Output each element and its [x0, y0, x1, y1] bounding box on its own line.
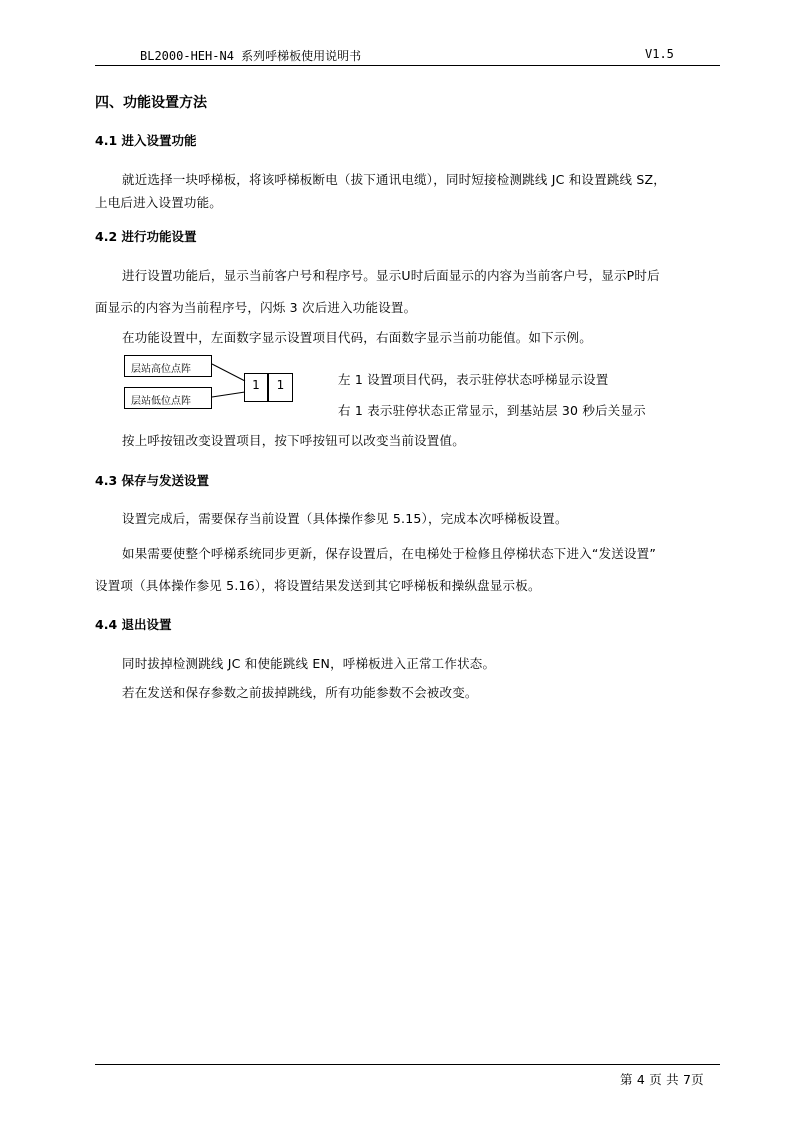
paragraph-4-4-p2: 若在发送和保存参数之前拔掉跳线，所有功能参数不会被改变。	[122, 685, 478, 700]
diagram-connector-lines	[0, 0, 793, 420]
paragraph-4-3-p2-line2: 设置项（具体操作参见 5.16），将设置结果发送到其它呼梯板和操纵盘显示板。	[95, 578, 541, 593]
subsection-4-4-title: 4.4 退出设置	[95, 617, 172, 632]
page-number: 第 4 页 共 7页	[620, 1072, 704, 1087]
subsection-4-3-title: 4.3 保存与发送设置	[95, 473, 209, 488]
document-header-title: BL2000-HEH-N4 系列呼梯板使用说明书	[140, 49, 362, 63]
paragraph-4-3-p1: 设置完成后，需要保存当前设置（具体操作参见 5.15），完成本次呼梯板设置。	[122, 511, 568, 526]
digit-left-display: 1	[244, 373, 268, 402]
paragraph-4-1-line2: 上电后进入设置功能。	[95, 195, 223, 210]
paragraph-4-2-line1: 进行设置功能后，显示当前客户号和程序号。显示U时后面显示的内容为当前客户号，显示P时后	[122, 268, 660, 283]
diagram-note-left: 左 1 设置项目代码，表示驻停状态呼梯显示设置	[338, 372, 609, 387]
section-title: 四、功能设置方法	[95, 95, 207, 111]
digit-right-display: 1	[268, 373, 293, 402]
diagram-note-right: 右 1 表示驻停状态正常显示，到基站层 30 秒后关显示	[338, 403, 646, 418]
subsection-4-2-title: 4.2 进行功能设置	[95, 229, 197, 244]
label-high-dot-matrix: 层站高位点阵	[124, 355, 212, 377]
label-low-dot-matrix: 层站低位点阵	[124, 387, 212, 409]
paragraph-4-2-example: 在功能设置中，左面数字显示设置项目代码，右面数字显示当前功能值。如下示例。	[122, 330, 592, 345]
paragraph-4-2-buttons: 按上呼按钮改变设置项目，按下呼按钮可以改变当前设置值。	[122, 433, 465, 448]
paragraph-4-4-p1: 同时拔掉检测跳线 JC 和使能跳线 EN，呼梯板进入正常工作状态。	[122, 656, 496, 671]
paragraph-4-3-p2-line1: 如果需要使整个呼梯系统同步更新，保存设置后，在电梯处于检修且停梯状态下进入“发送设置”	[122, 546, 657, 561]
paragraph-4-1-line1: 就近选择一块呼梯板，将该呼梯板断电（拔下通讯电缆），同时短接检测跳线 JC 和设置跳线 SZ，	[122, 172, 666, 187]
document-version: V1.5	[645, 47, 674, 61]
footer-rule	[95, 1064, 720, 1065]
paragraph-4-2-line2: 面显示的内容为当前程序号，闪烁 3 次后进入功能设置。	[95, 300, 417, 315]
subsection-4-1-title: 4.1 进入设置功能	[95, 133, 197, 148]
